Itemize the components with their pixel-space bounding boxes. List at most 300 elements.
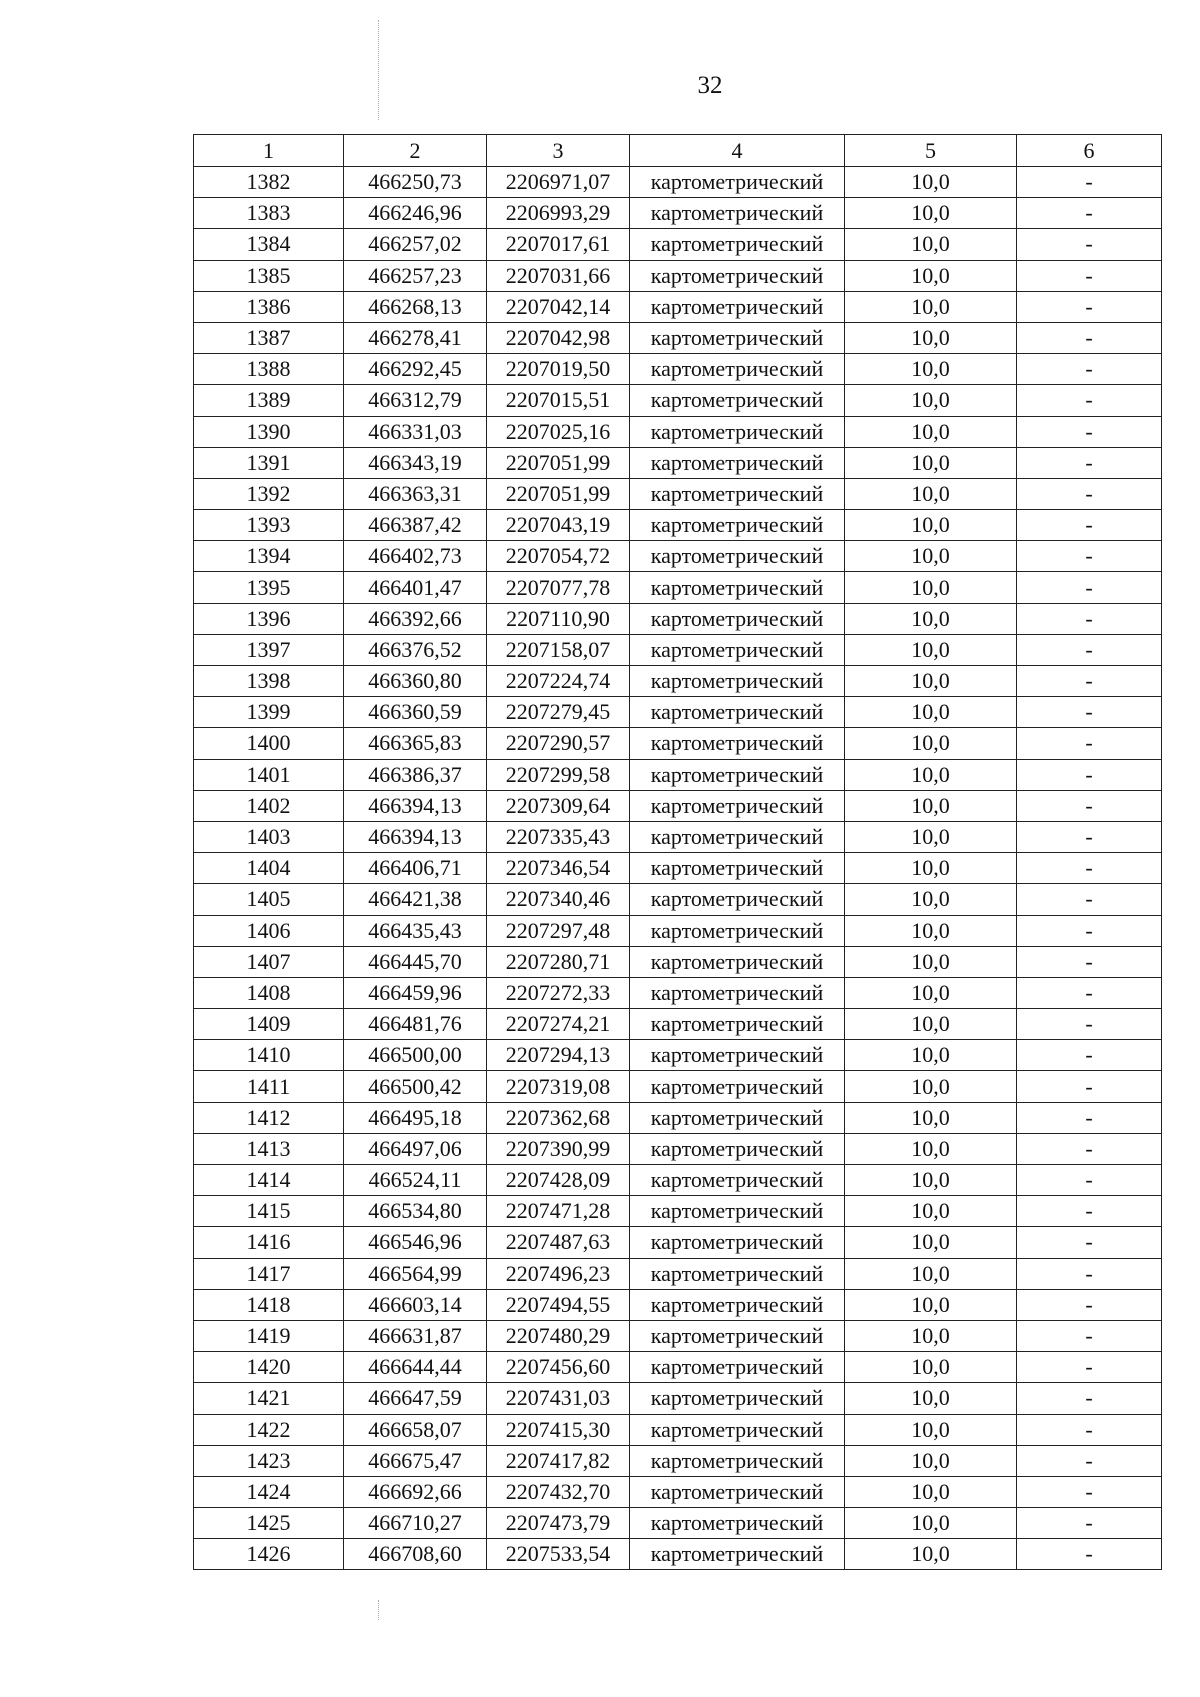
y-coordinate-cell: 2207432,70 <box>487 1476 630 1507</box>
y-coordinate-cell: 2207319,08 <box>487 1071 630 1102</box>
accuracy-cell: 10,0 <box>845 167 1017 198</box>
y-coordinate-cell: 2207290,57 <box>487 728 630 759</box>
y-coordinate-cell: 2207272,33 <box>487 977 630 1008</box>
accuracy-cell: 10,0 <box>845 759 1017 790</box>
note-cell: - <box>1017 260 1162 291</box>
point-number-cell: 1406 <box>194 915 344 946</box>
point-number-cell: 1421 <box>194 1383 344 1414</box>
scan-fold-mark <box>378 20 380 120</box>
x-coordinate-cell: 466402,73 <box>344 541 487 572</box>
note-cell: - <box>1017 1352 1162 1383</box>
accuracy-cell: 10,0 <box>845 853 1017 884</box>
point-number-cell: 1386 <box>194 291 344 322</box>
accuracy-cell: 10,0 <box>845 1258 1017 1289</box>
table-row <box>194 322 1162 353</box>
x-coordinate-cell: 466708,60 <box>344 1539 487 1570</box>
method-cell: картометрический <box>630 1040 845 1071</box>
method-cell: картометрический <box>630 1383 845 1414</box>
note-cell: - <box>1017 1196 1162 1227</box>
x-coordinate-cell: 466343,19 <box>344 447 487 478</box>
point-number-cell: 1389 <box>194 385 344 416</box>
note-cell: - <box>1017 1258 1162 1289</box>
method-cell: картометрический <box>630 1508 845 1539</box>
point-number-cell: 1424 <box>194 1476 344 1507</box>
method-cell: картометрический <box>630 1414 845 1445</box>
accuracy-cell: 10,0 <box>845 541 1017 572</box>
table-row <box>194 1352 1162 1383</box>
y-coordinate-cell: 2207110,90 <box>487 603 630 634</box>
x-coordinate-cell: 466495,18 <box>344 1102 487 1133</box>
accuracy-cell: 10,0 <box>845 728 1017 759</box>
x-coordinate-cell: 466386,37 <box>344 759 487 790</box>
point-number-cell: 1422 <box>194 1414 344 1445</box>
table-row <box>194 821 1162 852</box>
x-coordinate-cell: 466363,31 <box>344 478 487 509</box>
method-cell: картометрический <box>630 1289 845 1320</box>
x-coordinate-cell: 466278,41 <box>344 322 487 353</box>
x-coordinate-cell: 466445,70 <box>344 946 487 977</box>
method-cell: картометрический <box>630 1320 845 1351</box>
note-cell: - <box>1017 666 1162 697</box>
method-cell: картометрический <box>630 853 845 884</box>
column-header: 6 <box>1017 135 1162 167</box>
table-row <box>194 1508 1162 1539</box>
accuracy-cell: 10,0 <box>845 946 1017 977</box>
accuracy-cell: 10,0 <box>845 1320 1017 1351</box>
note-cell: - <box>1017 1476 1162 1507</box>
y-coordinate-cell: 2207299,58 <box>487 759 630 790</box>
method-cell: картометрический <box>630 1165 845 1196</box>
x-coordinate-cell: 466710,27 <box>344 1508 487 1539</box>
point-number-cell: 1387 <box>194 322 344 353</box>
accuracy-cell: 10,0 <box>845 447 1017 478</box>
x-coordinate-cell: 466644,44 <box>344 1352 487 1383</box>
method-cell: картометрический <box>630 666 845 697</box>
point-number-cell: 1397 <box>194 634 344 665</box>
note-cell: - <box>1017 229 1162 260</box>
note-cell: - <box>1017 634 1162 665</box>
note-cell: - <box>1017 790 1162 821</box>
x-coordinate-cell: 466331,03 <box>344 416 487 447</box>
method-cell: картометрический <box>630 354 845 385</box>
point-number-cell: 1414 <box>194 1165 344 1196</box>
method-cell: картометрический <box>630 1133 845 1164</box>
accuracy-cell: 10,0 <box>845 1508 1017 1539</box>
y-coordinate-cell: 2207297,48 <box>487 915 630 946</box>
accuracy-cell: 10,0 <box>845 697 1017 728</box>
y-coordinate-cell: 2207471,28 <box>487 1196 630 1227</box>
accuracy-cell: 10,0 <box>845 229 1017 260</box>
point-number-cell: 1416 <box>194 1227 344 1258</box>
accuracy-cell: 10,0 <box>845 416 1017 447</box>
x-coordinate-cell: 466692,66 <box>344 1476 487 1507</box>
accuracy-cell: 10,0 <box>845 977 1017 1008</box>
note-cell: - <box>1017 1539 1162 1570</box>
table-row <box>194 1258 1162 1289</box>
method-cell: картометрический <box>630 915 845 946</box>
x-coordinate-cell: 466394,13 <box>344 821 487 852</box>
note-cell: - <box>1017 354 1162 385</box>
note-cell: - <box>1017 198 1162 229</box>
note-cell: - <box>1017 1009 1162 1040</box>
x-coordinate-cell: 466497,06 <box>344 1133 487 1164</box>
y-coordinate-cell: 2207340,46 <box>487 884 630 915</box>
point-number-cell: 1399 <box>194 697 344 728</box>
method-cell: картометрический <box>630 572 845 603</box>
note-cell: - <box>1017 1165 1162 1196</box>
point-number-cell: 1393 <box>194 510 344 541</box>
table-row <box>194 1071 1162 1102</box>
accuracy-cell: 10,0 <box>845 1133 1017 1164</box>
method-cell: картометрический <box>630 790 845 821</box>
method-cell: картометрический <box>630 385 845 416</box>
note-cell: - <box>1017 728 1162 759</box>
point-number-cell: 1384 <box>194 229 344 260</box>
note-cell: - <box>1017 478 1162 509</box>
table-row <box>194 416 1162 447</box>
y-coordinate-cell: 2207042,98 <box>487 322 630 353</box>
scan-fold-mark <box>378 1600 380 1620</box>
y-coordinate-cell: 2207025,16 <box>487 416 630 447</box>
method-cell: картометрический <box>630 1352 845 1383</box>
method-cell: картометрический <box>630 1227 845 1258</box>
x-coordinate-cell: 466435,43 <box>344 915 487 946</box>
y-coordinate-cell: 2207431,03 <box>487 1383 630 1414</box>
y-coordinate-cell: 2207496,23 <box>487 1258 630 1289</box>
point-number-cell: 1407 <box>194 946 344 977</box>
point-number-cell: 1405 <box>194 884 344 915</box>
table-row <box>194 697 1162 728</box>
table-row <box>194 167 1162 198</box>
accuracy-cell: 10,0 <box>845 666 1017 697</box>
table-row <box>194 790 1162 821</box>
y-coordinate-cell: 2207051,99 <box>487 478 630 509</box>
note-cell: - <box>1017 1133 1162 1164</box>
table-row <box>194 291 1162 322</box>
method-cell: картометрический <box>630 447 845 478</box>
table-row <box>194 884 1162 915</box>
y-coordinate-cell: 2207362,68 <box>487 1102 630 1133</box>
y-coordinate-cell: 2207043,19 <box>487 510 630 541</box>
x-coordinate-cell: 466534,80 <box>344 1196 487 1227</box>
table-row <box>194 1383 1162 1414</box>
note-cell: - <box>1017 1102 1162 1133</box>
method-cell: картометрический <box>630 510 845 541</box>
point-number-cell: 1388 <box>194 354 344 385</box>
point-number-cell: 1408 <box>194 977 344 1008</box>
accuracy-cell: 10,0 <box>845 915 1017 946</box>
y-coordinate-cell: 2207158,07 <box>487 634 630 665</box>
table-row <box>194 198 1162 229</box>
y-coordinate-cell: 2206993,29 <box>487 198 630 229</box>
page-number: 32 <box>697 72 723 99</box>
point-number-cell: 1396 <box>194 603 344 634</box>
accuracy-cell: 10,0 <box>845 385 1017 416</box>
table-row <box>194 666 1162 697</box>
table-row <box>194 946 1162 977</box>
x-coordinate-cell: 466546,96 <box>344 1227 487 1258</box>
accuracy-cell: 10,0 <box>845 1476 1017 1507</box>
method-cell: картометрический <box>630 260 845 291</box>
y-coordinate-cell: 2207415,30 <box>487 1414 630 1445</box>
method-cell: картометрический <box>630 697 845 728</box>
accuracy-cell: 10,0 <box>845 634 1017 665</box>
table-row <box>194 759 1162 790</box>
x-coordinate-cell: 466564,99 <box>344 1258 487 1289</box>
table-row <box>194 853 1162 884</box>
method-cell: картометрический <box>630 198 845 229</box>
x-coordinate-cell: 466631,87 <box>344 1320 487 1351</box>
table-body <box>194 167 1162 1570</box>
table-row <box>194 385 1162 416</box>
column-header: 5 <box>845 135 1017 167</box>
note-cell: - <box>1017 1508 1162 1539</box>
method-cell: картометрический <box>630 167 845 198</box>
method-cell: картометрический <box>630 884 845 915</box>
table-row <box>194 1165 1162 1196</box>
method-cell: картометрический <box>630 634 845 665</box>
note-cell: - <box>1017 1414 1162 1445</box>
x-coordinate-cell: 466360,80 <box>344 666 487 697</box>
table-row <box>194 977 1162 1008</box>
method-cell: картометрический <box>630 603 845 634</box>
y-coordinate-cell: 2207042,14 <box>487 291 630 322</box>
accuracy-cell: 10,0 <box>845 1040 1017 1071</box>
note-cell: - <box>1017 1289 1162 1320</box>
x-coordinate-cell: 466312,79 <box>344 385 487 416</box>
method-cell: картометрический <box>630 1445 845 1476</box>
y-coordinate-cell: 2207077,78 <box>487 572 630 603</box>
note-cell: - <box>1017 853 1162 884</box>
point-number-cell: 1395 <box>194 572 344 603</box>
method-cell: картометрический <box>630 1539 845 1570</box>
note-cell: - <box>1017 1071 1162 1102</box>
method-cell: картометрический <box>630 1476 845 1507</box>
table-row <box>194 915 1162 946</box>
column-header: 2 <box>344 135 487 167</box>
table-row <box>194 728 1162 759</box>
accuracy-cell: 10,0 <box>845 1539 1017 1570</box>
accuracy-cell: 10,0 <box>845 260 1017 291</box>
point-number-cell: 1426 <box>194 1539 344 1570</box>
method-cell: картометрический <box>630 1071 845 1102</box>
x-coordinate-cell: 466387,42 <box>344 510 487 541</box>
y-coordinate-cell: 2207533,54 <box>487 1539 630 1570</box>
point-number-cell: 1412 <box>194 1102 344 1133</box>
table-row <box>194 1102 1162 1133</box>
note-cell: - <box>1017 1445 1162 1476</box>
table-row <box>194 572 1162 603</box>
column-header: 4 <box>630 135 845 167</box>
method-cell: картометрический <box>630 759 845 790</box>
y-coordinate-cell: 2206971,07 <box>487 167 630 198</box>
point-number-cell: 1413 <box>194 1133 344 1164</box>
point-number-cell: 1400 <box>194 728 344 759</box>
y-coordinate-cell: 2207274,21 <box>487 1009 630 1040</box>
y-coordinate-cell: 2207309,64 <box>487 790 630 821</box>
header-row <box>194 135 1162 167</box>
table-row <box>194 1539 1162 1570</box>
method-cell: картометрический <box>630 728 845 759</box>
point-number-cell: 1419 <box>194 1320 344 1351</box>
accuracy-cell: 10,0 <box>845 291 1017 322</box>
x-coordinate-cell: 466250,73 <box>344 167 487 198</box>
note-cell: - <box>1017 447 1162 478</box>
point-number-cell: 1402 <box>194 790 344 821</box>
method-cell: картометрический <box>630 322 845 353</box>
y-coordinate-cell: 2207280,71 <box>487 946 630 977</box>
y-coordinate-cell: 2207390,99 <box>487 1133 630 1164</box>
note-cell: - <box>1017 884 1162 915</box>
point-number-cell: 1425 <box>194 1508 344 1539</box>
table-row <box>194 603 1162 634</box>
method-cell: картометрический <box>630 229 845 260</box>
table-row <box>194 1320 1162 1351</box>
accuracy-cell: 10,0 <box>845 198 1017 229</box>
accuracy-cell: 10,0 <box>845 1071 1017 1102</box>
accuracy-cell: 10,0 <box>845 821 1017 852</box>
point-number-cell: 1394 <box>194 541 344 572</box>
accuracy-cell: 10,0 <box>845 1227 1017 1258</box>
note-cell: - <box>1017 167 1162 198</box>
table-row <box>194 354 1162 385</box>
table-row <box>194 447 1162 478</box>
note-cell: - <box>1017 1040 1162 1071</box>
y-coordinate-cell: 2207473,79 <box>487 1508 630 1539</box>
y-coordinate-cell: 2207051,99 <box>487 447 630 478</box>
table-row <box>194 1227 1162 1258</box>
note-cell: - <box>1017 1320 1162 1351</box>
point-number-cell: 1398 <box>194 666 344 697</box>
x-coordinate-cell: 466376,52 <box>344 634 487 665</box>
table-row <box>194 1445 1162 1476</box>
y-coordinate-cell: 2207480,29 <box>487 1320 630 1351</box>
note-cell: - <box>1017 291 1162 322</box>
y-coordinate-cell: 2207294,13 <box>487 1040 630 1071</box>
accuracy-cell: 10,0 <box>845 354 1017 385</box>
point-number-cell: 1385 <box>194 260 344 291</box>
x-coordinate-cell: 466421,38 <box>344 884 487 915</box>
accuracy-cell: 10,0 <box>845 790 1017 821</box>
x-coordinate-cell: 466392,66 <box>344 603 487 634</box>
note-cell: - <box>1017 759 1162 790</box>
y-coordinate-cell: 2207224,74 <box>487 666 630 697</box>
method-cell: картометрический <box>630 416 845 447</box>
table-row <box>194 1289 1162 1320</box>
note-cell: - <box>1017 915 1162 946</box>
table-row <box>194 260 1162 291</box>
y-coordinate-cell: 2207417,82 <box>487 1445 630 1476</box>
accuracy-cell: 10,0 <box>845 572 1017 603</box>
x-coordinate-cell: 466292,45 <box>344 354 487 385</box>
table-row <box>194 1476 1162 1507</box>
table-row <box>194 478 1162 509</box>
note-cell: - <box>1017 322 1162 353</box>
y-coordinate-cell: 2207335,43 <box>487 821 630 852</box>
accuracy-cell: 10,0 <box>845 1009 1017 1040</box>
note-cell: - <box>1017 510 1162 541</box>
coordinates-table <box>193 134 1162 1570</box>
method-cell: картометрический <box>630 291 845 322</box>
y-coordinate-cell: 2207031,66 <box>487 260 630 291</box>
point-number-cell: 1390 <box>194 416 344 447</box>
x-coordinate-cell: 466500,42 <box>344 1071 487 1102</box>
table-row <box>194 1009 1162 1040</box>
method-cell: картометрический <box>630 1102 845 1133</box>
x-coordinate-cell: 466360,59 <box>344 697 487 728</box>
point-number-cell: 1423 <box>194 1445 344 1476</box>
note-cell: - <box>1017 541 1162 572</box>
accuracy-cell: 10,0 <box>845 603 1017 634</box>
x-coordinate-cell: 466401,47 <box>344 572 487 603</box>
point-number-cell: 1401 <box>194 759 344 790</box>
accuracy-cell: 10,0 <box>845 884 1017 915</box>
accuracy-cell: 10,0 <box>845 322 1017 353</box>
method-cell: картометрический <box>630 946 845 977</box>
table-row <box>194 1414 1162 1445</box>
y-coordinate-cell: 2207017,61 <box>487 229 630 260</box>
note-cell: - <box>1017 1383 1162 1414</box>
x-coordinate-cell: 466675,47 <box>344 1445 487 1476</box>
method-cell: картометрический <box>630 478 845 509</box>
note-cell: - <box>1017 697 1162 728</box>
y-coordinate-cell: 2207456,60 <box>487 1352 630 1383</box>
x-coordinate-cell: 466365,83 <box>344 728 487 759</box>
point-number-cell: 1403 <box>194 821 344 852</box>
method-cell: картометрический <box>630 1009 845 1040</box>
x-coordinate-cell: 466257,02 <box>344 229 487 260</box>
column-header: 1 <box>194 135 344 167</box>
x-coordinate-cell: 466257,23 <box>344 260 487 291</box>
y-coordinate-cell: 2207054,72 <box>487 541 630 572</box>
table-row <box>194 510 1162 541</box>
x-coordinate-cell: 466406,71 <box>344 853 487 884</box>
table-row <box>194 634 1162 665</box>
point-number-cell: 1391 <box>194 447 344 478</box>
x-coordinate-cell: 466603,14 <box>344 1289 487 1320</box>
y-coordinate-cell: 2207279,45 <box>487 697 630 728</box>
accuracy-cell: 10,0 <box>845 478 1017 509</box>
point-number-cell: 1411 <box>194 1071 344 1102</box>
point-number-cell: 1417 <box>194 1258 344 1289</box>
table-row <box>194 1196 1162 1227</box>
accuracy-cell: 10,0 <box>845 1196 1017 1227</box>
note-cell: - <box>1017 385 1162 416</box>
x-coordinate-cell: 466481,76 <box>344 1009 487 1040</box>
accuracy-cell: 10,0 <box>845 1289 1017 1320</box>
point-number-cell: 1410 <box>194 1040 344 1071</box>
y-coordinate-cell: 2207346,54 <box>487 853 630 884</box>
y-coordinate-cell: 2207019,50 <box>487 354 630 385</box>
x-coordinate-cell: 466500,00 <box>344 1040 487 1071</box>
x-coordinate-cell: 466459,96 <box>344 977 487 1008</box>
point-number-cell: 1420 <box>194 1352 344 1383</box>
accuracy-cell: 10,0 <box>845 510 1017 541</box>
x-coordinate-cell: 466268,13 <box>344 291 487 322</box>
table-row <box>194 229 1162 260</box>
point-number-cell: 1409 <box>194 1009 344 1040</box>
column-header: 3 <box>487 135 630 167</box>
note-cell: - <box>1017 603 1162 634</box>
x-coordinate-cell: 466658,07 <box>344 1414 487 1445</box>
x-coordinate-cell: 466524,11 <box>344 1165 487 1196</box>
accuracy-cell: 10,0 <box>845 1383 1017 1414</box>
note-cell: - <box>1017 1227 1162 1258</box>
note-cell: - <box>1017 821 1162 852</box>
y-coordinate-cell: 2207015,51 <box>487 385 630 416</box>
table-row <box>194 1133 1162 1164</box>
table-row <box>194 541 1162 572</box>
